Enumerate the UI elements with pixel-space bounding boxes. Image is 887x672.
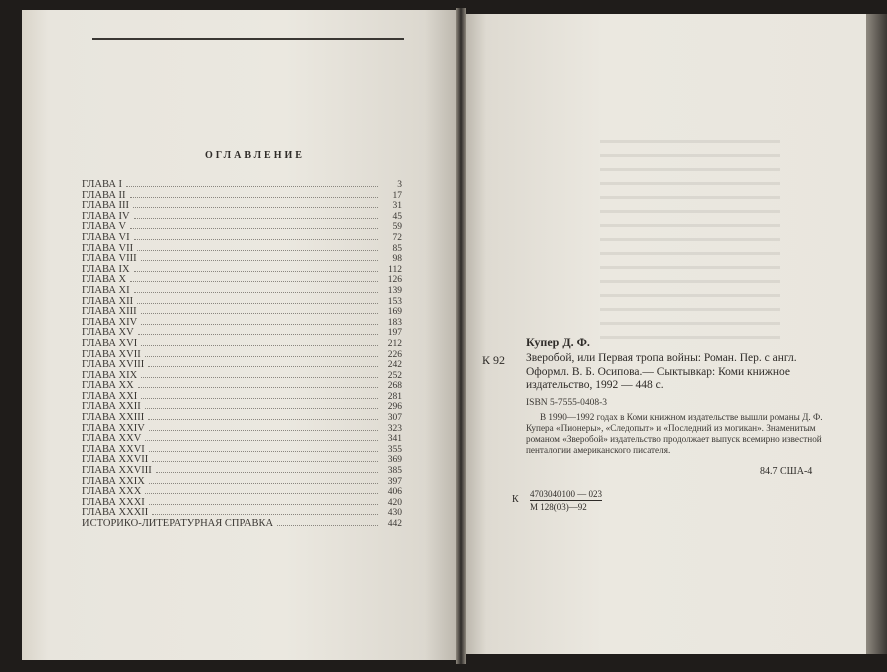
toc-entry <box>82 180 402 191</box>
toc-entry-page: 323 <box>387 423 402 434</box>
toc-entry-label: ГЛАВА XIII <box>82 306 137 318</box>
toc-entry-page: 397 <box>387 476 402 487</box>
toc-entry-page: 197 <box>387 328 402 339</box>
toc-entry-label: ГЛАВА XXVIII <box>82 465 152 477</box>
toc-entry-label: ГЛАВА XXII <box>82 401 141 413</box>
toc-leader-dots <box>152 513 378 515</box>
toc-entry-page: 139 <box>387 285 402 296</box>
toc-entry-label: ГЛАВА XVIII <box>82 359 145 371</box>
toc-entry-page: 369 <box>387 455 402 466</box>
toc-leader-dots <box>149 482 378 484</box>
toc-entry-label: ГЛАВА X <box>82 274 127 286</box>
toc-entry <box>82 265 402 276</box>
toc-entry-page: 296 <box>387 402 402 413</box>
toc-entry-label: ГЛАВА IX <box>82 263 130 275</box>
toc-leader-dots <box>138 333 378 335</box>
toc-leader-dots <box>141 344 378 346</box>
author-name: Купер Д. Ф. <box>526 335 590 349</box>
toc-entry-label: ГЛАВА XXIV <box>82 422 145 434</box>
toc-leader-dots <box>145 439 378 441</box>
toc-entry <box>82 201 402 212</box>
toc-entry-page: 430 <box>387 508 402 519</box>
toc-entry-label: ГЛАВА III <box>82 200 130 212</box>
toc-entry-page: 183 <box>387 317 402 328</box>
toc-entry-page: 45 <box>392 211 402 222</box>
toc-entry-page: 420 <box>387 497 402 508</box>
toc-entry-page: 169 <box>387 307 402 318</box>
toc-entry-label: ГЛАВА XI <box>82 284 130 296</box>
toc-leader-dots <box>137 302 378 304</box>
toc-leader-dots <box>149 450 378 452</box>
toc-leader-dots <box>277 524 378 526</box>
toc-entry-page: 281 <box>387 391 402 402</box>
isbn: ISBN 5-7555-0408-3 <box>526 398 608 408</box>
toc-entry-page: 59 <box>392 222 402 233</box>
toc-entry-page: 17 <box>392 190 402 201</box>
toc-entry <box>82 286 402 297</box>
toc-leader-dots <box>152 460 378 462</box>
toc-entry-page: 31 <box>392 201 402 212</box>
toc-leader-dots <box>145 492 378 494</box>
toc-entry-label: ГЛАВА XXIII <box>82 412 145 424</box>
toc-entry-page: 85 <box>392 243 402 254</box>
toc-entry-page: 72 <box>392 232 402 243</box>
toc-leader-dots <box>130 280 378 282</box>
toc-leader-dots <box>134 238 378 240</box>
toc-title: ОГЛАВЛЕНИЕ <box>205 150 305 161</box>
toc-leader-dots <box>141 323 378 325</box>
toc-entry-label: ГЛАВА XXVII <box>82 454 149 466</box>
toc-leader-dots <box>134 291 378 293</box>
toc-entry-label: ГЛАВА V <box>82 221 127 233</box>
toc-leader-dots <box>130 227 378 229</box>
page-edges <box>866 14 887 654</box>
toc-entry-label: ГЛАВА XXVI <box>82 443 145 455</box>
toc-entry-page: 252 <box>387 370 402 381</box>
toc-entry-label: ГЛАВА XV <box>82 327 134 339</box>
toc-leader-dots <box>145 407 378 409</box>
toc-entry-label: ГЛАВА XIX <box>82 369 138 381</box>
toc-entry-page: 355 <box>387 444 402 455</box>
toc-entry-page: 442 <box>387 519 402 529</box>
toc-entry-label: ГЛАВА XXIX <box>82 475 145 487</box>
code-numerator: 4703040100 — 023 <box>530 489 602 499</box>
bbk-index: 84.7 США-4 <box>760 466 813 477</box>
toc-entry-page: 212 <box>387 338 402 349</box>
toc-entry-label: ГЛАВА XXX <box>82 486 142 498</box>
publisher-code <box>530 489 602 512</box>
toc-entry <box>82 191 402 202</box>
toc-entry-page: 242 <box>387 360 402 371</box>
code-letter: К <box>512 494 519 505</box>
toc-entry-label: ГЛАВА XX <box>82 380 134 392</box>
toc-entry-label: ГЛАВА XIV <box>82 316 138 328</box>
toc-entry-page: 406 <box>387 487 402 498</box>
toc-entry-label: ГЛАВА VIII <box>82 253 137 265</box>
toc-leader-dots <box>134 270 378 272</box>
toc-leader-dots <box>137 249 378 251</box>
toc-entry-label: ИСТОРИКО-ЛИТЕРАТУРНАЯ СПРАВКА <box>82 518 274 529</box>
author-classmark: К 92 <box>482 353 506 367</box>
toc-entry-label: ГЛАВА XII <box>82 295 134 307</box>
toc-entry <box>82 275 402 286</box>
toc-entry <box>82 254 402 265</box>
toc-leader-dots <box>156 471 378 473</box>
toc-entry <box>82 233 402 244</box>
annotation: В 1990—1992 годах в Коми книжном издательстве вышли романы Д. Ф. Купера «Пионеры», «Следопыт» и «Последний из могикан». Знаменитым романом «Зверобой» издательство продолжает выпуск всемирно известной пенталогии американского писателя. <box>526 412 823 455</box>
toc-leader-dots <box>134 217 378 219</box>
toc-entry-label: ГЛАВА IV <box>82 210 130 222</box>
toc-entry <box>82 212 402 223</box>
toc-leader-dots <box>141 376 378 378</box>
book-gutter <box>456 8 466 664</box>
toc-leader-dots <box>141 312 378 314</box>
toc-entry-page: 268 <box>387 381 402 392</box>
table-of-contents <box>82 180 402 530</box>
toc-leader-dots <box>145 355 378 357</box>
toc-leader-dots <box>148 365 378 367</box>
toc-entry-label: ГЛАВА XXXII <box>82 507 149 519</box>
toc-entry-label: ГЛАВА XXXI <box>82 496 145 508</box>
toc-entry-page: 126 <box>387 275 402 286</box>
toc-entry-label: ГЛАВА XVI <box>82 337 138 349</box>
top-rule <box>92 38 404 40</box>
toc-entry-page: 341 <box>387 434 402 445</box>
toc-entry-label: ГЛАВА I <box>82 179 123 190</box>
toc-entry <box>82 519 402 530</box>
toc-leader-dots <box>141 259 378 261</box>
toc-entry-label: ГЛАВА XXI <box>82 390 138 402</box>
toc-entry-page: 307 <box>387 413 402 424</box>
toc-entry-label: ГЛАВА VI <box>82 231 130 243</box>
toc-entry-page: 153 <box>387 296 402 307</box>
toc-entry-label: ГЛАВА XXV <box>82 433 142 445</box>
show-through <box>600 140 780 340</box>
toc-entry-label: ГЛАВА VII <box>82 242 134 254</box>
toc-leader-dots <box>138 386 378 388</box>
toc-leader-dots <box>126 185 378 187</box>
toc-leader-dots <box>149 429 378 431</box>
toc-entry <box>82 222 402 233</box>
code-denominator: М 128(03)—92 <box>530 502 587 512</box>
toc-leader-dots <box>130 196 378 198</box>
toc-entry <box>82 339 402 350</box>
toc-entry-page: 385 <box>387 466 402 477</box>
toc-leader-dots <box>148 418 378 420</box>
bibliographic-description: Зверобой, или Первая тропа войны: Роман. Пер. с англ. Оформл. В. Б. Осипова.— Сыктывкар: Коми книжное издательство, 1992 — 448 с. <box>526 352 797 391</box>
toc-entry-page: 226 <box>387 349 402 360</box>
toc-entry-page: 112 <box>388 264 402 275</box>
toc-leader-dots <box>133 206 378 208</box>
toc-leader-dots <box>141 397 378 399</box>
toc-entry-label: ГЛАВА XVII <box>82 348 141 360</box>
toc-entry-label: ГЛАВА II <box>82 189 126 201</box>
toc-entry-page: 3 <box>397 180 402 190</box>
toc-entry-page: 98 <box>392 254 402 265</box>
toc-leader-dots <box>149 503 378 505</box>
